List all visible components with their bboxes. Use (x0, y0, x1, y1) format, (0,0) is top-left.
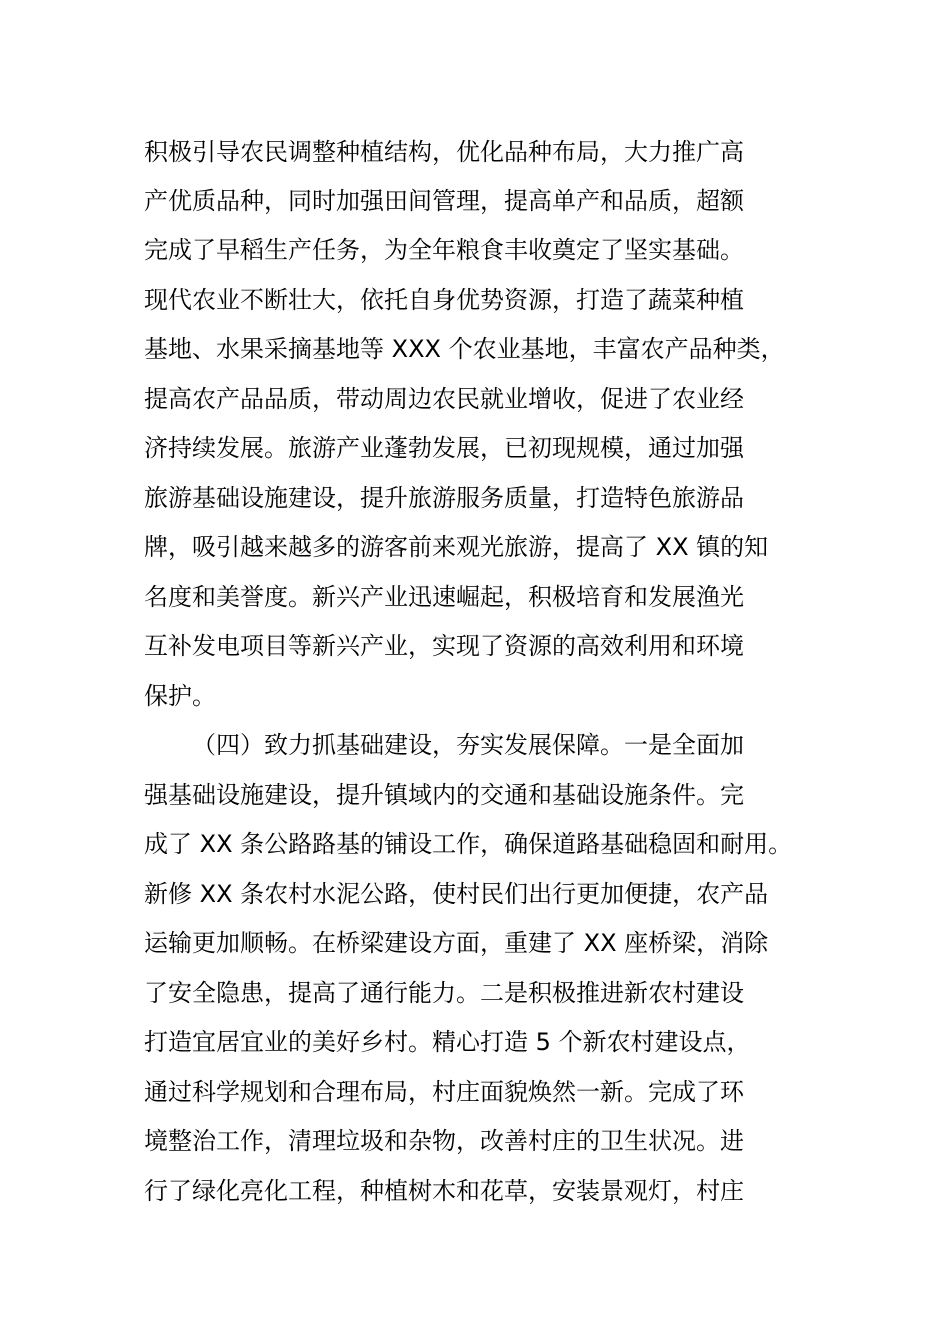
text-line: 保护。 (144, 682, 216, 710)
text-line: 积极引导农民调整种植结构，优化品种布局，大力推广高 (144, 138, 744, 166)
text-line: 名度和美誉度。新兴产业迅速崛起，积极培育和发展渔光 (144, 583, 744, 611)
text-line: 旅游基础设施建设，提升旅游服务质量，打造特色旅游品 (144, 484, 744, 512)
text-line: 产优质品种，同时加强田间管理，提高单产和品质，超额 (144, 187, 744, 215)
text-line: 境整治工作，清理垃圾和杂物，改善村庄的卫生状况。进 (144, 1127, 744, 1155)
text-line: 行了绿化亮化工程，种植树木和花草，安装景观灯，村庄 (144, 1177, 744, 1205)
text-line: 了安全隐患，提高了通行能力。二是积极推进新农村建设 (144, 979, 744, 1007)
text-line: 新修 XX 条农村水泥公路，使村民们出行更加便捷，农产品 (144, 880, 769, 908)
text-line: 通过科学规划和合理布局，村庄面貌焕然一新。完成了环 (144, 1078, 744, 1106)
text-line: 强基础设施建设，提升镇域内的交通和基础设施条件。完 (144, 781, 744, 809)
text-line: 提高农产品品质，带动周边农民就业增收，促进了农业经 (144, 385, 744, 413)
text-line: 完成了早稻生产任务，为全年粮食丰收奠定了坚实基础。 (144, 236, 744, 264)
text-line: 基地、水果采摘基地等 XXX 个农业基地，丰富农产品种类， (144, 335, 785, 363)
text-line: 互补发电项目等新兴产业，实现了资源的高效利用和环境 (144, 632, 744, 660)
text-line: 济持续发展。旅游产业蓬勃发展，已初现规模，通过加强 (144, 434, 744, 462)
section-heading-line: （四）致力抓基础建设，夯实发展保障。一是全面加 (192, 731, 744, 759)
text-line: 牌，吸引越来越多的游客前来观光旅游，提高了 XX 镇的知 (144, 533, 769, 561)
text-line: 打造宜居宜业的美好乡村。精心打造 5 个新农村建设点， (144, 1028, 751, 1056)
text-line: 成了 XX 条公路路基的铺设工作，确保道路基础稳固和耐用。 (144, 830, 793, 858)
text-line: 现代农业不断壮大，依托自身优势资源，打造了蔬菜种植 (144, 286, 744, 314)
text-line: 运输更加顺畅。在桥梁建设方面，重建了 XX 座桥梁，消除 (144, 929, 769, 957)
